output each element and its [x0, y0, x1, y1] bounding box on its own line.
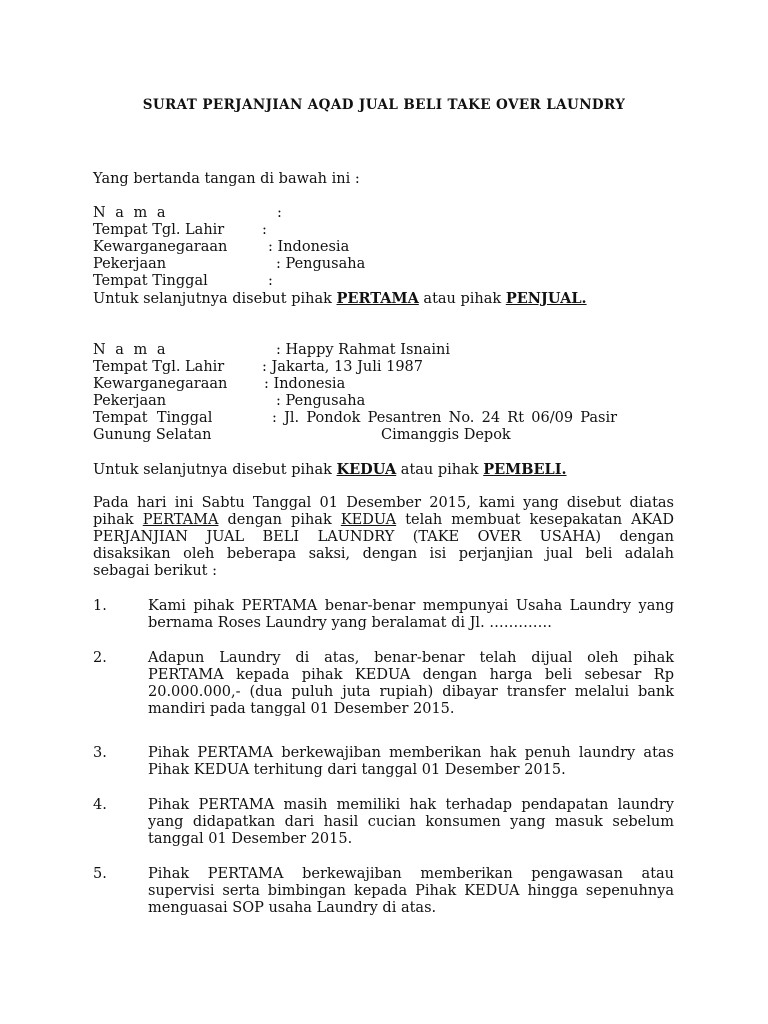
item-line: mandiri pada tanggal 01 Desember 2015.	[148, 701, 455, 717]
item-line: menguasai SOP usaha Laundry di atas.	[148, 900, 437, 916]
party1-kw-value: : Indonesia	[268, 239, 350, 255]
item-line: bernama Roses Laundry yang beralamat di Jl. ………….	[148, 615, 552, 631]
item-number: 4.	[93, 797, 107, 813]
item-line: Pihak PERTAMA masih memiliki hak terhadap pendapatan laundry	[148, 797, 674, 813]
party2-tt-label: Tempat Tinggal	[93, 410, 213, 426]
document-title: SURAT PERJANJIAN AQAD JUAL BELI TAKE OVER LAUNDRY	[142, 97, 626, 113]
party1-pek-label: Pekerjaan	[93, 256, 167, 272]
party2-tt-line2b: Cimanggis Depok	[381, 427, 511, 443]
party2-nama-value: : Happy Rahmat Isnaini	[276, 342, 450, 358]
party2-kw-value: : Indonesia	[264, 376, 346, 392]
item-line: Pihak KEDUA terhitung dari tanggal 01 Desember 2015.	[148, 762, 566, 778]
party2-kw-label: Kewarganegaraan	[93, 376, 228, 392]
party2-ttl-label: Tempat Tgl. Lahir	[93, 359, 225, 375]
para-line-5: sebagai berikut :	[93, 563, 218, 579]
para-line-2: pihak PERTAMA dengan pihak KEDUA telah membuat kesepakatan AKAD	[93, 512, 674, 528]
party1-nama-value: :	[277, 205, 282, 221]
item-number: 2.	[93, 650, 107, 666]
party2-role-pembeli: PEMBELI.	[483, 461, 567, 478]
party1-nama-label: N a m a	[93, 205, 169, 221]
item-line: tanggal 01 Desember 2015.	[148, 831, 353, 847]
party2-role-kedua: KEDUA	[336, 461, 397, 478]
item-number: 3.	[93, 745, 107, 761]
para-line-4: disaksikan oleh beberapa saksi, dengan isi perjanjian jual beli adalah	[93, 546, 674, 562]
party1-role-penjual: PENJUAL.	[505, 290, 587, 307]
party2-tt-value: : Jl. Pondok Pesantren No. 24 Rt 06/09 Pasir	[272, 410, 618, 426]
para-line-3: PERJANJIAN JUAL BELI LAUNDRY (TAKE OVER USAHA) dengan	[93, 529, 674, 545]
intro-text: Yang bertanda tangan di bawah ini :	[93, 171, 360, 187]
party2-pek-label: Pekerjaan	[93, 393, 167, 409]
party1-tt-label: Tempat Tinggal	[93, 273, 208, 289]
item-line: 20.000.000,- (dua puluh juta rupiah) dibayar transfer melalui bank	[148, 684, 674, 700]
party1-role-pertama: PERTAMA	[336, 290, 419, 307]
party2-tt-line2a: Gunung Selatan	[93, 427, 212, 443]
item-line: Adapun Laundry di atas, benar-benar telah dijual oleh pihak	[148, 650, 674, 666]
item-number: 1.	[93, 598, 107, 614]
party1-ttl-label: Tempat Tgl. Lahir	[93, 222, 225, 238]
item-number: 5.	[93, 866, 107, 882]
party1-tt-value: :	[268, 273, 273, 289]
party2-nama-label: N a m a	[93, 342, 169, 358]
party1-kw-label: Kewarganegaraan	[93, 239, 228, 255]
item-line: Pihak PERTAMA berkewajiban memberikan pengawasan atau	[148, 866, 674, 882]
para-line-1: Pada hari ini Sabtu Tanggal 01 Desember 2015, kami yang disebut diatas	[93, 495, 674, 511]
item-line: supervisi serta bimbingan kepada Pihak KEDUA hingga sepenuhnya	[148, 883, 674, 899]
party1-ttl-value: :	[262, 222, 267, 238]
party1-closing: Untuk selanjutnya disebut pihak PERTAMA atau pihak PENJUAL.	[93, 290, 587, 307]
item-line: Kami pihak PERTAMA benar-benar mempunyai Usaha Laundry yang	[148, 598, 674, 614]
party2-closing: Untuk selanjutnya disebut pihak KEDUA atau pihak PEMBELI.	[93, 461, 567, 478]
party1-pek-value: : Pengusaha	[276, 256, 366, 272]
item-line: yang didapatkan dari hasil cucian konsumen yang masuk sebelum	[148, 814, 674, 830]
party2-ttl-value: : Jakarta, 13 Juli 1987	[262, 359, 424, 375]
item-line: PERTAMA kepada pihak KEDUA dengan harga beli sebesar Rp	[148, 667, 674, 683]
item-line: Pihak PERTAMA berkewajiban memberikan hak penuh laundry atas	[148, 745, 674, 761]
party2-pek-value: : Pengusaha	[276, 393, 366, 409]
